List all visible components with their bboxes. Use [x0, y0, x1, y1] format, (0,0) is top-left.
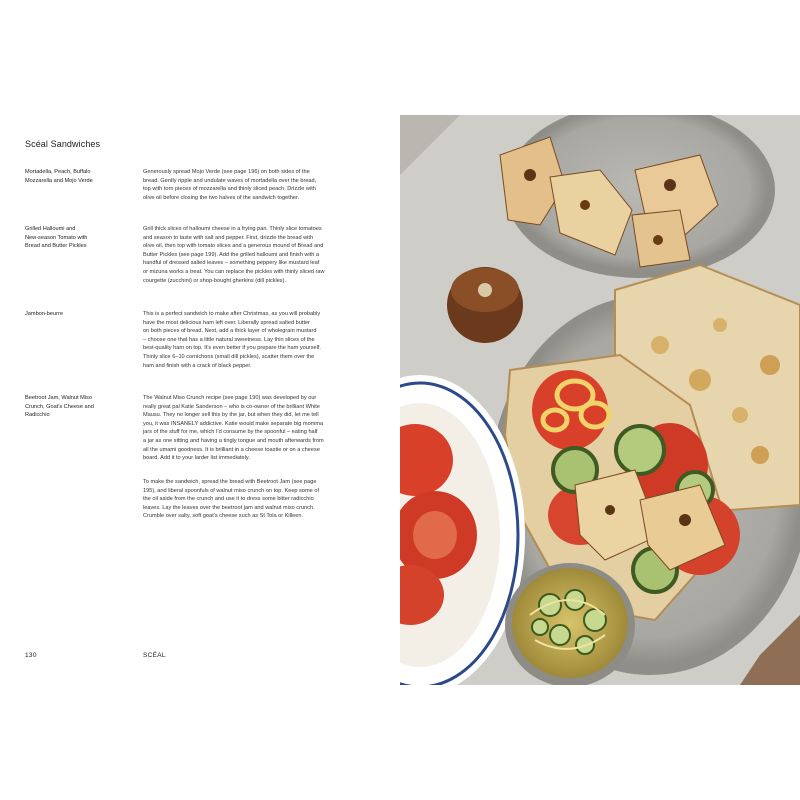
page-number: 130: [25, 652, 37, 659]
food-photo: [400, 115, 800, 685]
recipe-text-beetroot: The Walnut Miso Crunch recipe (see page 190) was developed by our really great pal Katie Sanderson – who is co-owner of the brilliant White Mausu. They no longer sell this by the jar, but when they did, let me tell you, it was INSANELY addictive. Katie would make separate big momma jars of the stuff for me, which I'd consume by the spoonful – eating half a jar as one sitting and having a tingly tongue and mouth afterwards from all the umami goodness. It is brilliant in a cheese toastie or on a cheese board. Add it to your larder list immediately.: [143, 395, 324, 462]
recipe-text-halloumi: Grill thick slices of halloumi cheese in a frying pan. Thinly slice tomatoes and season to taste with salt and pepper. First, drizzle the bread with olive oil, then top with tomato slices and a generous mound of Bread and Butter Pickles (see page 199). Add the grilled halloumi and finish with a handful of dressed salted leaves – something peppery like mustard leaf or mizuna works a treat. You can replace the pickles with thinly sliced raw courgette (zucchini) or shop-bought gherkins (dill pickles).: [143, 226, 325, 284]
recipe-name-beetroot: Beetroot Jam, Walnut Miso Crunch, Goat's Cheese and Radicchio: [25, 395, 94, 419]
recipe-text-jambon-beurre: This is a perfect sandwich to make after Christmas, as you will probably have the most delicious ham left over. Liberally spread salted butter on both pieces of bread. Next, add a thick layer of wholegrain mustard – choose one that has a little natural sweetness. Lay thin slices of the best-quality ham on top. It's even better if you prepare the ham yourself. Thinly slice 6–10 cornichons (small dill pickles), scatter them over the ham and finish with a crack of black pepper.: [143, 311, 321, 369]
food-photo-illustration: [400, 115, 800, 685]
section-title: Scéal Sandwiches: [25, 139, 101, 149]
recipe-name-jambon-beurre: Jambon-beurre: [25, 311, 63, 317]
running-head: SCÉAL: [143, 652, 166, 659]
recipe-name-halloumi: Grilled Halloumi and New-season Tomato with Bread and Butter Pickles: [25, 226, 88, 250]
pickle-bowl: [505, 563, 635, 685]
recipe-text-mortadella: Generously spread Mojo Verde (see page 196) on both sides of the bread. Gently ripple and undulate waves of mortadella over the bread, top with torn pieces of mozzarella and thinly sliced peach. Drizzle with olive oil before closing the two halves of the sandwich together.: [143, 169, 317, 201]
recipe-name-mortadella: Mortadella, Peach, Buffalo Mozzarella and Mojo Verde: [25, 169, 93, 184]
pepper-grinder: [447, 267, 523, 343]
recipe-text-beetroot-method: To make the sandwich, spread the bread with Beetroot Jam (see page 195), and liberal spoonfuls of walnut miso crunch on top. Keep some of the oil aside from the crunch and use it to dress some bitter radicchio leaves. Lay the leaves over the beetroot jam and walnut miso crunch. Crumble over salty, soft goat's cheese such as St Tola or Killeen.: [143, 479, 319, 520]
